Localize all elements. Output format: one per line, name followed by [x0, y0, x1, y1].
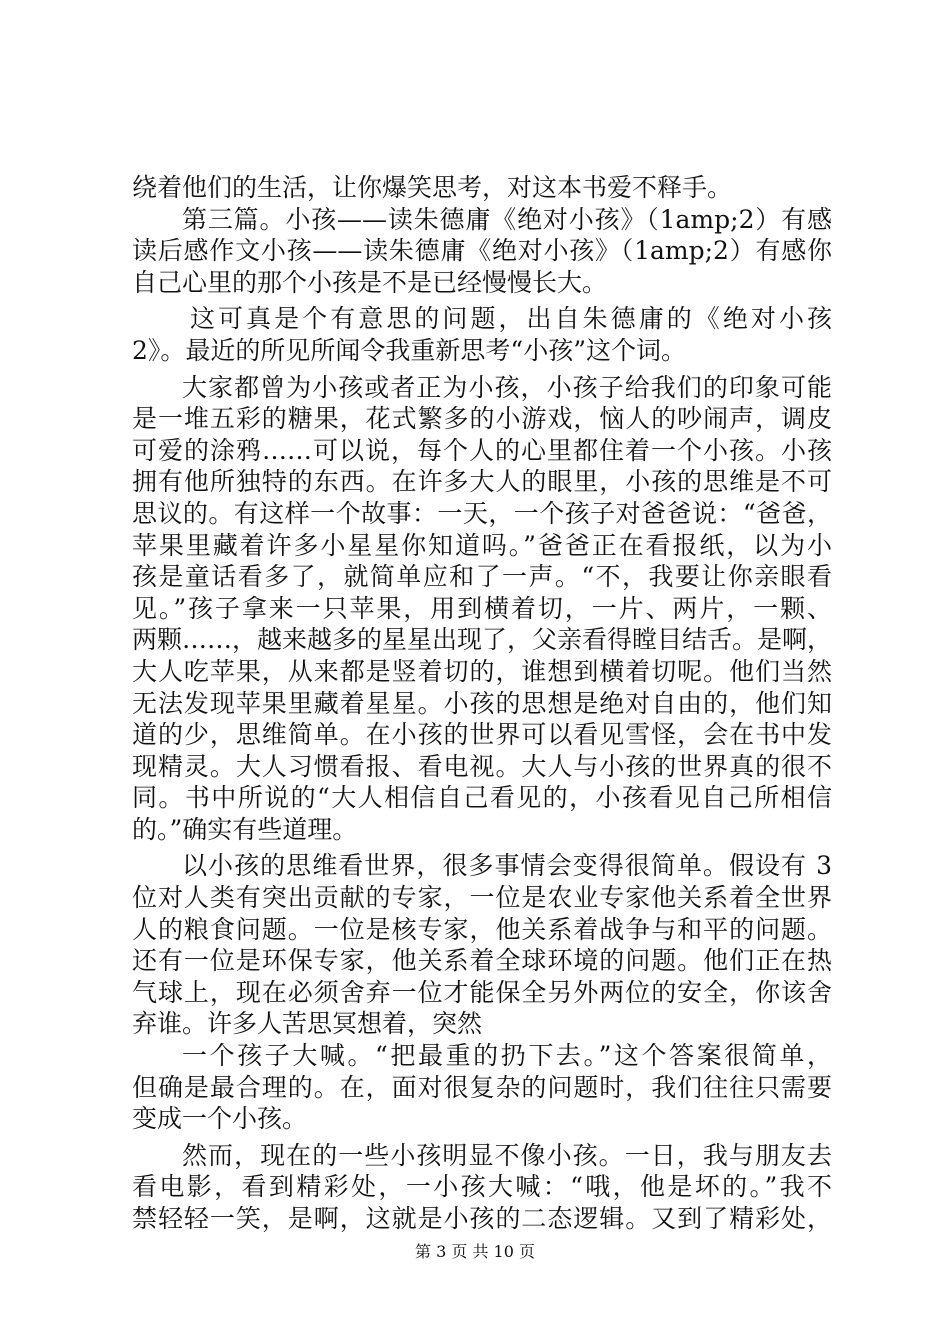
- text-line: 绕着他们的生活，让你爆笑思考，对这本书爱不释手。: [132, 173, 733, 202]
- text-line: 两颗……，越来越多的星星出现了，父亲看得瞠目结舌。是啊，: [132, 625, 833, 655]
- text-line: 苹果里藏着许多小星星你知道吗。”爸爸正在看报纸，以为小: [132, 530, 832, 560]
- text-line: 第三篇。小孩——读朱德庸《绝对小孩》（1amp;2）有感: [182, 204, 832, 234]
- text-line: 思议的。有这样一个故事：一天，一个孩子对爸爸说：“爸爸，: [132, 498, 832, 528]
- text-line: 然而，现在的一些小孩明显不像小孩。一日，我与朋友去: [182, 1140, 832, 1170]
- text-line: 现精灵。大人习惯看报、看电视。大人与小孩的世界真的很不: [132, 751, 832, 781]
- text-line: 见。”孩子拿来一只苹果，用到横着切，一片、两片，一颗、: [132, 593, 832, 623]
- text-line: 2》。最近的所见所闻令我重新思考“小孩”这个词。: [132, 335, 686, 365]
- text-line: 这可真是个有意思的问题，出自朱德庸的《绝对小孩: [190, 304, 832, 334]
- text-line: 人的粮食问题。一位是核专家，他关系着战争与和平的问题。: [132, 914, 832, 944]
- paragraph: [132, 372, 832, 846]
- text-line: 还有一位是环保专家，他关系着全球环境的问题。他们正在热: [132, 946, 832, 976]
- text-line: 可爱的涂鸦……可以说，每个人的心里都住着一个小孩。小孩: [132, 435, 832, 465]
- paragraph: [132, 204, 832, 299]
- text-line: 但确是最合理的。在，面对很复杂的问题时，我们往往只需要: [132, 1072, 832, 1102]
- text-line: 弃谁。许多人苦思冥想着，突然: [132, 1009, 483, 1039]
- text-line: 是一堆五彩的糖果，花式繁多的小游戏，恼人的吵闹声，调皮: [132, 404, 832, 434]
- text-line: 大家都曾为小孩或者正为小孩，小孩子给我们的印象可能: [182, 372, 832, 402]
- paragraph: [132, 303, 832, 366]
- text-line: 同。书中所说的“大人相信自己看见的，小孩看见自己所相信: [132, 783, 832, 813]
- text-line: 无法发现苹果里藏着星星。小孩的思想是绝对自由的，他们知: [132, 688, 832, 718]
- document-body: [132, 172, 832, 1235]
- paragraph: [132, 172, 832, 204]
- paragraph: [132, 1040, 832, 1135]
- text-line: 拥有他所独特的东西。在许多大人的眼里，小孩的思维是不可: [132, 467, 832, 497]
- text-line: 的。”确实有些道理。: [132, 814, 358, 844]
- text-line: 位对人类有突出贡献的专家，一位是农业专家他关系着全世界: [132, 883, 832, 913]
- text-line: 变成一个小孩。: [132, 1104, 308, 1134]
- text-line: 禁轻轻一笑，是啊，这就是小孩的二态逻辑。又到了精彩处，: [132, 1204, 832, 1233]
- text-line: 大人吃苹果，从来都是竖着切的，谁想到横着切呢。他们当然: [132, 656, 832, 686]
- paragraph: [132, 850, 832, 1040]
- text-line: 以小孩的思维看世界，很多事情会变得很简单。假设有 3: [182, 851, 832, 881]
- text-line: 读后感作文小孩——读朱德庸《绝对小孩》（1amp;2）有感你: [132, 236, 832, 266]
- page-number: 第 3 页 共 10 页: [415, 1242, 535, 1261]
- text-line: 一个孩子大喊。“把最重的扔下去。”这个答案很简单，: [182, 1041, 832, 1071]
- text-line: 气球上，现在必须舍弃一位才能保全另外两位的安全，你该舍: [132, 977, 832, 1007]
- text-line: 看电影，看到精彩处，一小孩大喊：“哦，他是坏的。”我不: [132, 1172, 832, 1202]
- paragraph: [132, 1140, 832, 1235]
- text-line: 自己心里的那个小孩是不是已经慢慢长大。: [132, 267, 608, 297]
- text-line: 孩是童话看多了，就简单应和了一声。“不，我要让你亲眼看: [132, 562, 832, 592]
- text-line: 道的少，思维简单。在小孩的世界可以看见雪怪，会在书中发: [132, 720, 832, 750]
